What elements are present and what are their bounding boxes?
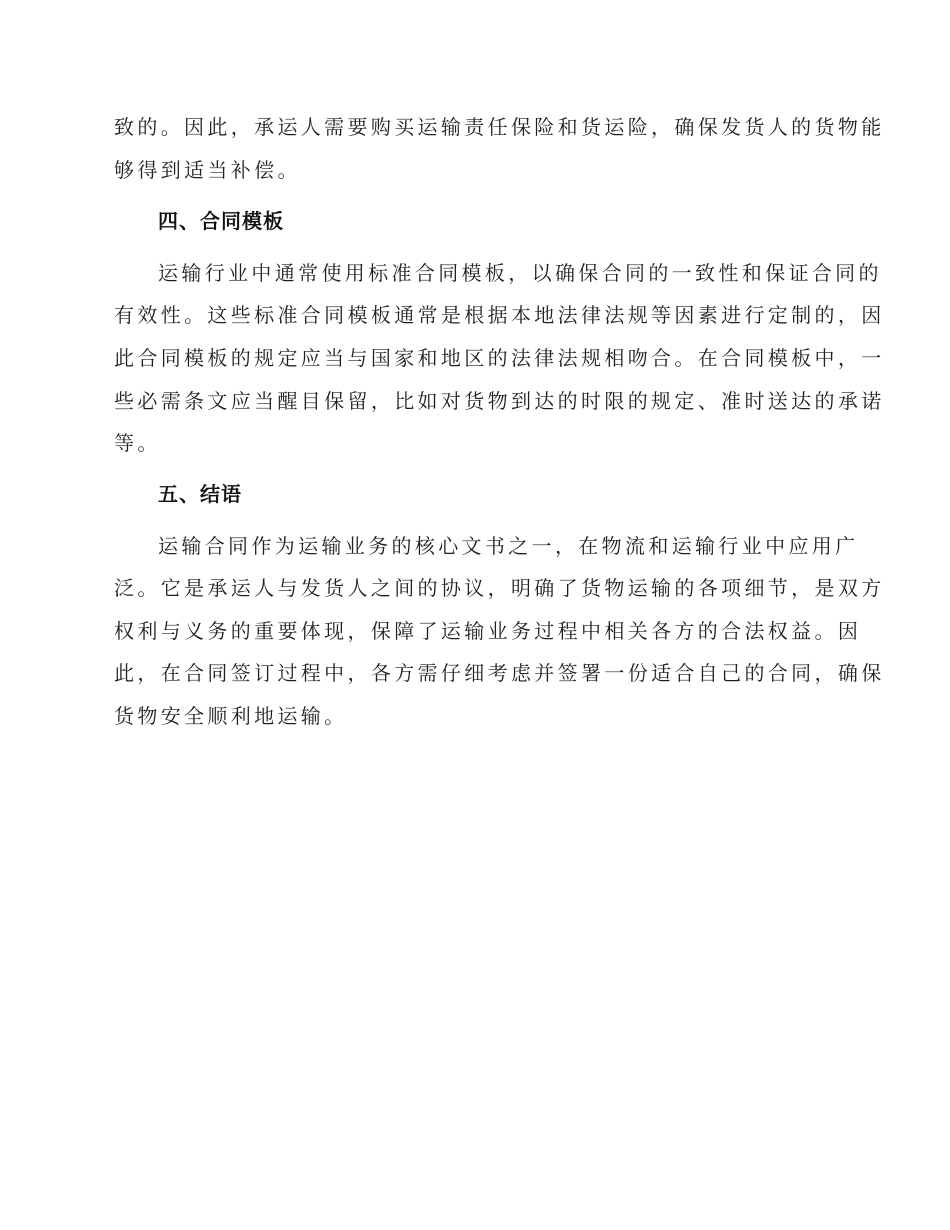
paragraph-line: 运输合同作为运输业务的核心文书之一，在物流和运输行业中应用广 xyxy=(158,534,859,558)
paragraph-line: 有效性。这些标准合同模板通常是根据本地法律法规等因素进行定制的，因 xyxy=(114,303,885,327)
paragraph-line: 权利与义务的重要体现，保障了运输业务过程中相关各方的合法权益。因 xyxy=(114,619,862,643)
paragraph-line: 泛。它是承运人与发货人之间的协议，明确了货物运输的各项细节，是双方 xyxy=(114,576,885,600)
paragraph-line: 等。 xyxy=(114,431,161,455)
paragraph-line: 此合同模板的规定应当与国家和地区的法律法规相吻合。在合同模板中，一 xyxy=(114,346,885,370)
paragraph-line: 此，在合同签订过程中，各方需仔细考虑并签署一份适合自己的合同，确保 xyxy=(114,661,885,685)
paragraph-line: 些必需条文应当醒目保留，比如对货物到达的时限的规定、准时送达的承诺 xyxy=(114,389,885,413)
paragraph-line: 货物安全顺利地运输。 xyxy=(114,704,348,728)
paragraph-line: 致的。因此，承运人需要购买运输责任保险和货运险，确保发货人的货物能 xyxy=(114,115,885,139)
section-heading-conclusion: 五、结语 xyxy=(158,482,242,506)
section-heading-contract-template: 四、合同模板 xyxy=(158,209,284,233)
paragraph-line: 运输行业中通常使用标准合同模板，以确保合同的一致性和保证合同的 xyxy=(158,261,882,285)
paragraph-line: 够得到适当补偿。 xyxy=(114,158,301,182)
